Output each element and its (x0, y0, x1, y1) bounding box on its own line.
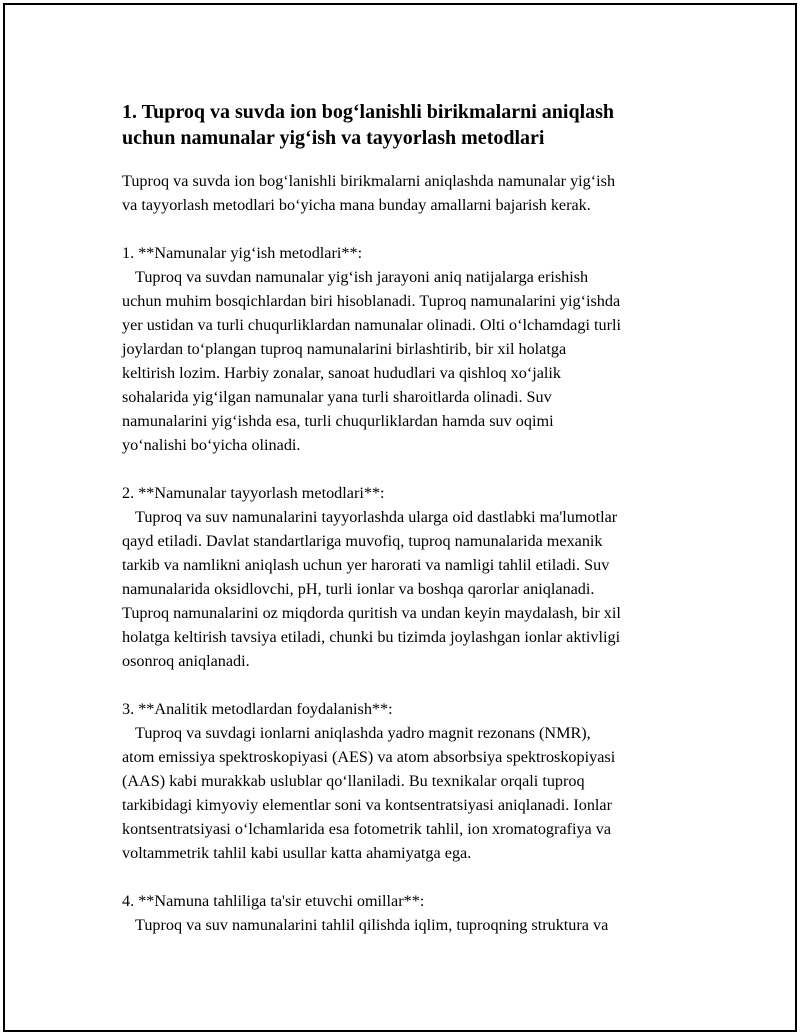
section-title: 3. **Analitik metodlardan foydalanish**: (122, 700, 393, 718)
paragraph-gap (122, 457, 692, 481)
section-line: holatga keltirish tavsiya etiladi, chunki bu tizimda joylashgan ionlar aktivligi (122, 628, 621, 646)
intro-paragraph (122, 169, 692, 217)
paragraph-gap (122, 673, 692, 697)
section-line: Tuproq va suv namunalarini tahlil qilishda iqlim, tuproqning struktura va (135, 916, 609, 934)
section-sample-collection (122, 241, 692, 457)
document-content (122, 99, 692, 937)
section-influencing-factors (122, 889, 692, 937)
section-analytic-methods (122, 697, 692, 865)
section-line: joylardan to‘plangan tuproq namunalarini birlashtirib, bir xil holatga (122, 340, 567, 358)
section-line: tarkib va namlikni aniqlash uchun yer harorati va namligi tahlil etiladi. Suv (122, 556, 610, 574)
section-line: yo‘nalishi bo‘yicha olinadi. (122, 436, 301, 454)
section-line: kontsentratsiyasi o‘lchamlarida esa fotometrik tahlil, ion xromatografiya va (122, 820, 612, 838)
paragraph-gap (122, 865, 692, 889)
section-line: namunalarida oksidlovchi, pH, turli ionlar va boshqa qarorlar aniqlanadi. (122, 580, 595, 598)
page-frame (3, 3, 797, 1032)
section-title: 2. **Namunalar tayyorlash metodlari**: (122, 484, 385, 502)
section-line: voltammetrik tahlil kabi usullar katta ahamiyatga ega. (122, 844, 472, 862)
section-line: Tuproq va suvdagi ionlarni aniqlashda yadro magnit rezonans (NMR), (135, 724, 591, 742)
document-heading (122, 99, 692, 151)
section-line: Tuproq va suvdan namunalar yig‘ish jarayoni aniq natijalarga erishish (135, 268, 589, 286)
section-line: uchun muhim bosqichlardan biri hisoblanadi. Tuproq namunalarini yig‘ishda (122, 292, 621, 310)
heading-line: 1. Tuproq va suvda ion bog‘lanishli birikmalarni aniqlash (122, 101, 615, 123)
section-line: (AAS) kabi murakkab uslublar qo‘llaniladi. Bu texnikalar orqali tuproq (122, 772, 585, 790)
intro-line: Tuproq va suvda ion bog‘lanishli birikmalarni aniqlashda namunalar yig‘ish (122, 172, 616, 190)
section-line: osonroq aniqlanadi. (122, 652, 250, 670)
section-title: 4. **Namuna tahliliga ta'sir etuvchi omillar**: (122, 892, 425, 910)
paragraph-gap (122, 217, 692, 241)
section-line: atom emissiya spektroskopiyasi (AES) va atom absorbsiya spektroskopiyasi (122, 748, 616, 766)
section-line: Tuproq namunalarini oz miqdorda quritish va undan keyin maydalash, bir xil (122, 604, 621, 622)
section-line: namunalarini yig‘ishda esa, turli chuqurliklardan hamda suv oqimi (122, 412, 554, 430)
section-line: Tuproq va suv namunalarini tayyorlashda ularga oid dastlabki ma'lumotlar (135, 508, 618, 526)
section-sample-preparation (122, 481, 692, 673)
section-line: qayd etiladi. Davlat standartlariga muvofiq, tuproq namunalarida mexanik (122, 532, 603, 550)
section-line: sohalarida yig‘ilgan namunalar yana turli sharoitlarda olinadi. Suv (122, 388, 552, 406)
intro-line: va tayyorlash metodlari bo‘yicha mana bunday amallarni bajarish kerak. (122, 196, 591, 214)
section-line: yer ustidan va turli chuqurliklardan namunalar olinadi. Olti o‘lchamdagi turli (122, 316, 621, 334)
section-title: 1. **Namunalar yig‘ish metodlari**: (122, 244, 363, 262)
section-line: tarkibidagi kimyoviy elementlar soni va kontsentratsiyasi aniqlanadi. Ionlar (122, 796, 612, 814)
heading-line: uchun namunalar yig‘ish va tayyorlash metodlari (122, 127, 545, 149)
section-line: keltirish lozim. Harbiy zonalar, sanoat hududlari va qishloq xo‘jalik (122, 364, 562, 382)
